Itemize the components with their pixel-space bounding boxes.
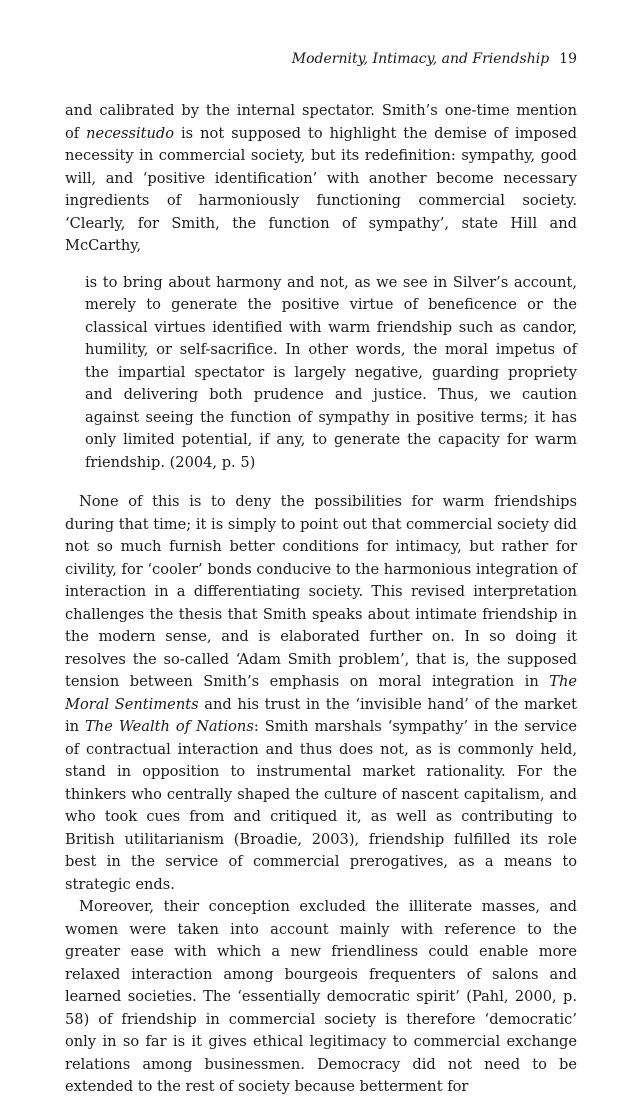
text-run: None of this is to deny the possibilities for warm friendships during that time; it is simply to point out that commercial society did not so much furnish better conditions for intimacy, but rather for civility, for ‘cooler’ bonds conducive to the harmonious integration of interaction in a differentiating society. This revised interpretation challenges the thesis that Smith speaks about intimate friendship in the modern sense, and is elaborated further on. In so doing it resolves the so-called ‘Adam Smith problem’, that is, the supposed tension between Smith’s emphasis on moral integration in xyxy=(65,493,577,690)
body-paragraph-1 xyxy=(65,100,577,258)
body-paragraph-2 xyxy=(65,491,577,896)
page-number: 19 xyxy=(559,51,577,67)
text-run: is to bring about harmony and not, as we see in Silver’s account, merely to generate the positive virtue of beneficence or the classical virtues identified with warm friendship such as candor, humility, or self-sacrifice. In other words, the moral impetus of the impartial spectator is largely negative, guarding propriety and delivering both prudence and justice. Thus, we caution against seeing the function of sympathy in positive terms; it has only limited potential, if any, to generate the capacity for warm friendship. (2004, p. 5) xyxy=(85,273,577,471)
running-header xyxy=(65,48,577,70)
text-run: : Smith marshals ‘sympathy’ in the service of contractual interaction and thus does not, as is commonly held, stand in opposition to instrumental market rationality. For the thinkers who centrally shaped the culture of nascent capitalism, and who took cues from and critiqued it, as well as contributing to British utilitarianism (Broadie, 2003), friendship fulfilled its role best in the service of commercial prerogatives, as a means to strategic ends. xyxy=(65,718,577,893)
italic-text-run: necessitudo xyxy=(86,124,175,142)
text-run: is not supposed to highlight the demise of imposed necessity in commercial society, but its redefinition: sympathy, good will, and ‘positive identification’ with another become necessary ingredients of harmoniously functioning commercial society. ‘Clearly, for Smith, the function of sympathy’, state Hill and McCarthy, xyxy=(65,124,577,254)
body-paragraph-3 xyxy=(65,896,577,1099)
italic-text-run: The Wealth of Nations xyxy=(85,718,254,735)
italic-text-run: The Moral Sentiments xyxy=(65,673,577,713)
running-title: Modernity, Intimacy, and Friendship xyxy=(291,51,550,67)
text-run: Moreover, their conception excluded the illiterate masses, and women were taken into account mainly with reference to the greater ease with which a new friendliness could enable more relaxed interaction among bourgeois frequenters of salons and learned societies. The ‘essentially democratic spirit’ (Pahl, 2000, p. 58) of friendship in commercial society is therefore ‘democratic’ only in so far is it gives ethical legitimacy to commercial exchange relations among businessmen. Democracy did not need to be extended to the rest of society because betterment for xyxy=(65,898,577,1095)
book-page xyxy=(65,48,577,1099)
block-quotation xyxy=(85,272,577,475)
text-run: and his trust in the ‘invisible hand’ of the market in xyxy=(65,695,577,735)
text-run: and calibrated by the internal spectator. Smith’s one-time mention of xyxy=(65,102,577,142)
